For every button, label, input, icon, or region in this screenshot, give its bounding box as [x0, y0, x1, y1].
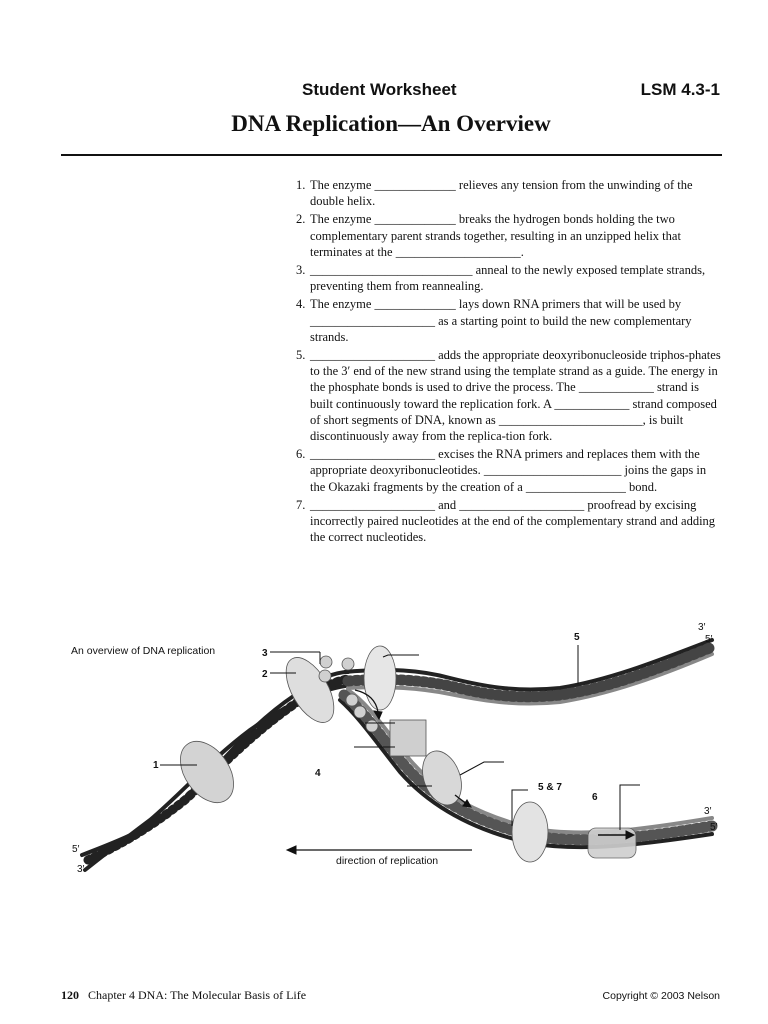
prime-label: 5′	[705, 634, 713, 645]
question-text: __________________________ anneal to the newly exposed template strands, preventing them from reannealing.	[310, 263, 706, 294]
question-number: 3.	[296, 263, 306, 278]
worksheet-label: Student Worksheet	[302, 80, 457, 99]
question-item	[292, 446, 724, 495]
question-item	[292, 347, 724, 444]
title-divider	[61, 154, 722, 156]
prime-label: 3′	[698, 622, 706, 633]
prime-label: 3′	[704, 806, 712, 817]
label-6: 6	[592, 792, 598, 803]
primase-shape	[364, 646, 396, 710]
worksheet-code: LSM 4.3-1	[640, 80, 720, 99]
question-number: 7.	[296, 497, 306, 512]
label-1: 1	[153, 760, 159, 771]
question-number: 6.	[296, 447, 306, 462]
polymerase-shape	[512, 802, 548, 862]
page-title: DNA Replication—An Overview	[231, 111, 551, 136]
question-text: The enzyme _____________ lays down RNA primers that will be used by ____________________ as a starting point to build the new complementary strands.	[310, 297, 692, 344]
question-list	[292, 177, 724, 547]
direction-label: direction of replication	[336, 855, 439, 867]
upper-strand	[345, 640, 712, 704]
label-2: 2	[262, 669, 268, 680]
question-item	[292, 497, 724, 546]
question-item	[292, 177, 724, 209]
question-number: 4.	[296, 297, 306, 312]
primer-box	[390, 720, 426, 756]
dna-replication-diagram	[0, 600, 768, 900]
question-item	[292, 211, 724, 260]
question-text: The enzyme _____________ breaks the hydrogen bonds holding the two complementary parent strands together, resulting in an unzipped helix that terminates at the ____________________.	[310, 212, 681, 259]
question-text: The enzyme _____________ relieves any tension from the unwinding of the double helix.	[310, 178, 693, 209]
copyright: Copyright © 2003 Nelson	[602, 990, 720, 1002]
question-text: ____________________ adds the appropriate deoxyribonucleoside triphos-phates to the 3′ end of the new strand using the template strand as a guide. The energy in the phosphate bonds is used to drive the process. The ____________ strand is built continuously toward the replication fork. A ____________ strand composed of short segments of DNA, known as _______________________, is built discontinuously away from the replica-tion fork.	[310, 348, 721, 444]
label-5-and-7: 5 & 7	[538, 782, 562, 793]
label-3: 3	[262, 648, 268, 659]
chapter-title: Chapter 4 DNA: The Molecular Basis of Life	[88, 988, 307, 1002]
page-number: 120	[61, 988, 79, 1002]
figure-caption: An overview of DNA replication	[71, 645, 216, 657]
arrows	[287, 690, 634, 854]
question-number: 2.	[296, 212, 306, 227]
label-4: 4	[315, 768, 321, 779]
question-text: ____________________ excises the RNA primers and replaces them with the appropriate deoxyribonucleotides. ______________________ joins the gaps in the Okazaki fragments by the creation of a ________________ bond.	[310, 447, 707, 494]
question-number: 1.	[296, 178, 306, 192]
question-item	[292, 296, 724, 345]
question-text: ____________________ and ____________________ proofread by excising incorrectly paired nucleotides at the end of the complementary strand and adding the correct nucleotides.	[310, 497, 716, 545]
prime-label: 5′	[710, 822, 718, 833]
prime-label: 5′	[72, 844, 80, 855]
question-number: 5.	[296, 348, 306, 363]
prime-label: 3′	[77, 864, 85, 875]
question-item	[292, 262, 724, 294]
label-5: 5	[574, 632, 580, 643]
page-footer	[61, 988, 306, 1003]
direction-arrowhead	[287, 846, 296, 854]
